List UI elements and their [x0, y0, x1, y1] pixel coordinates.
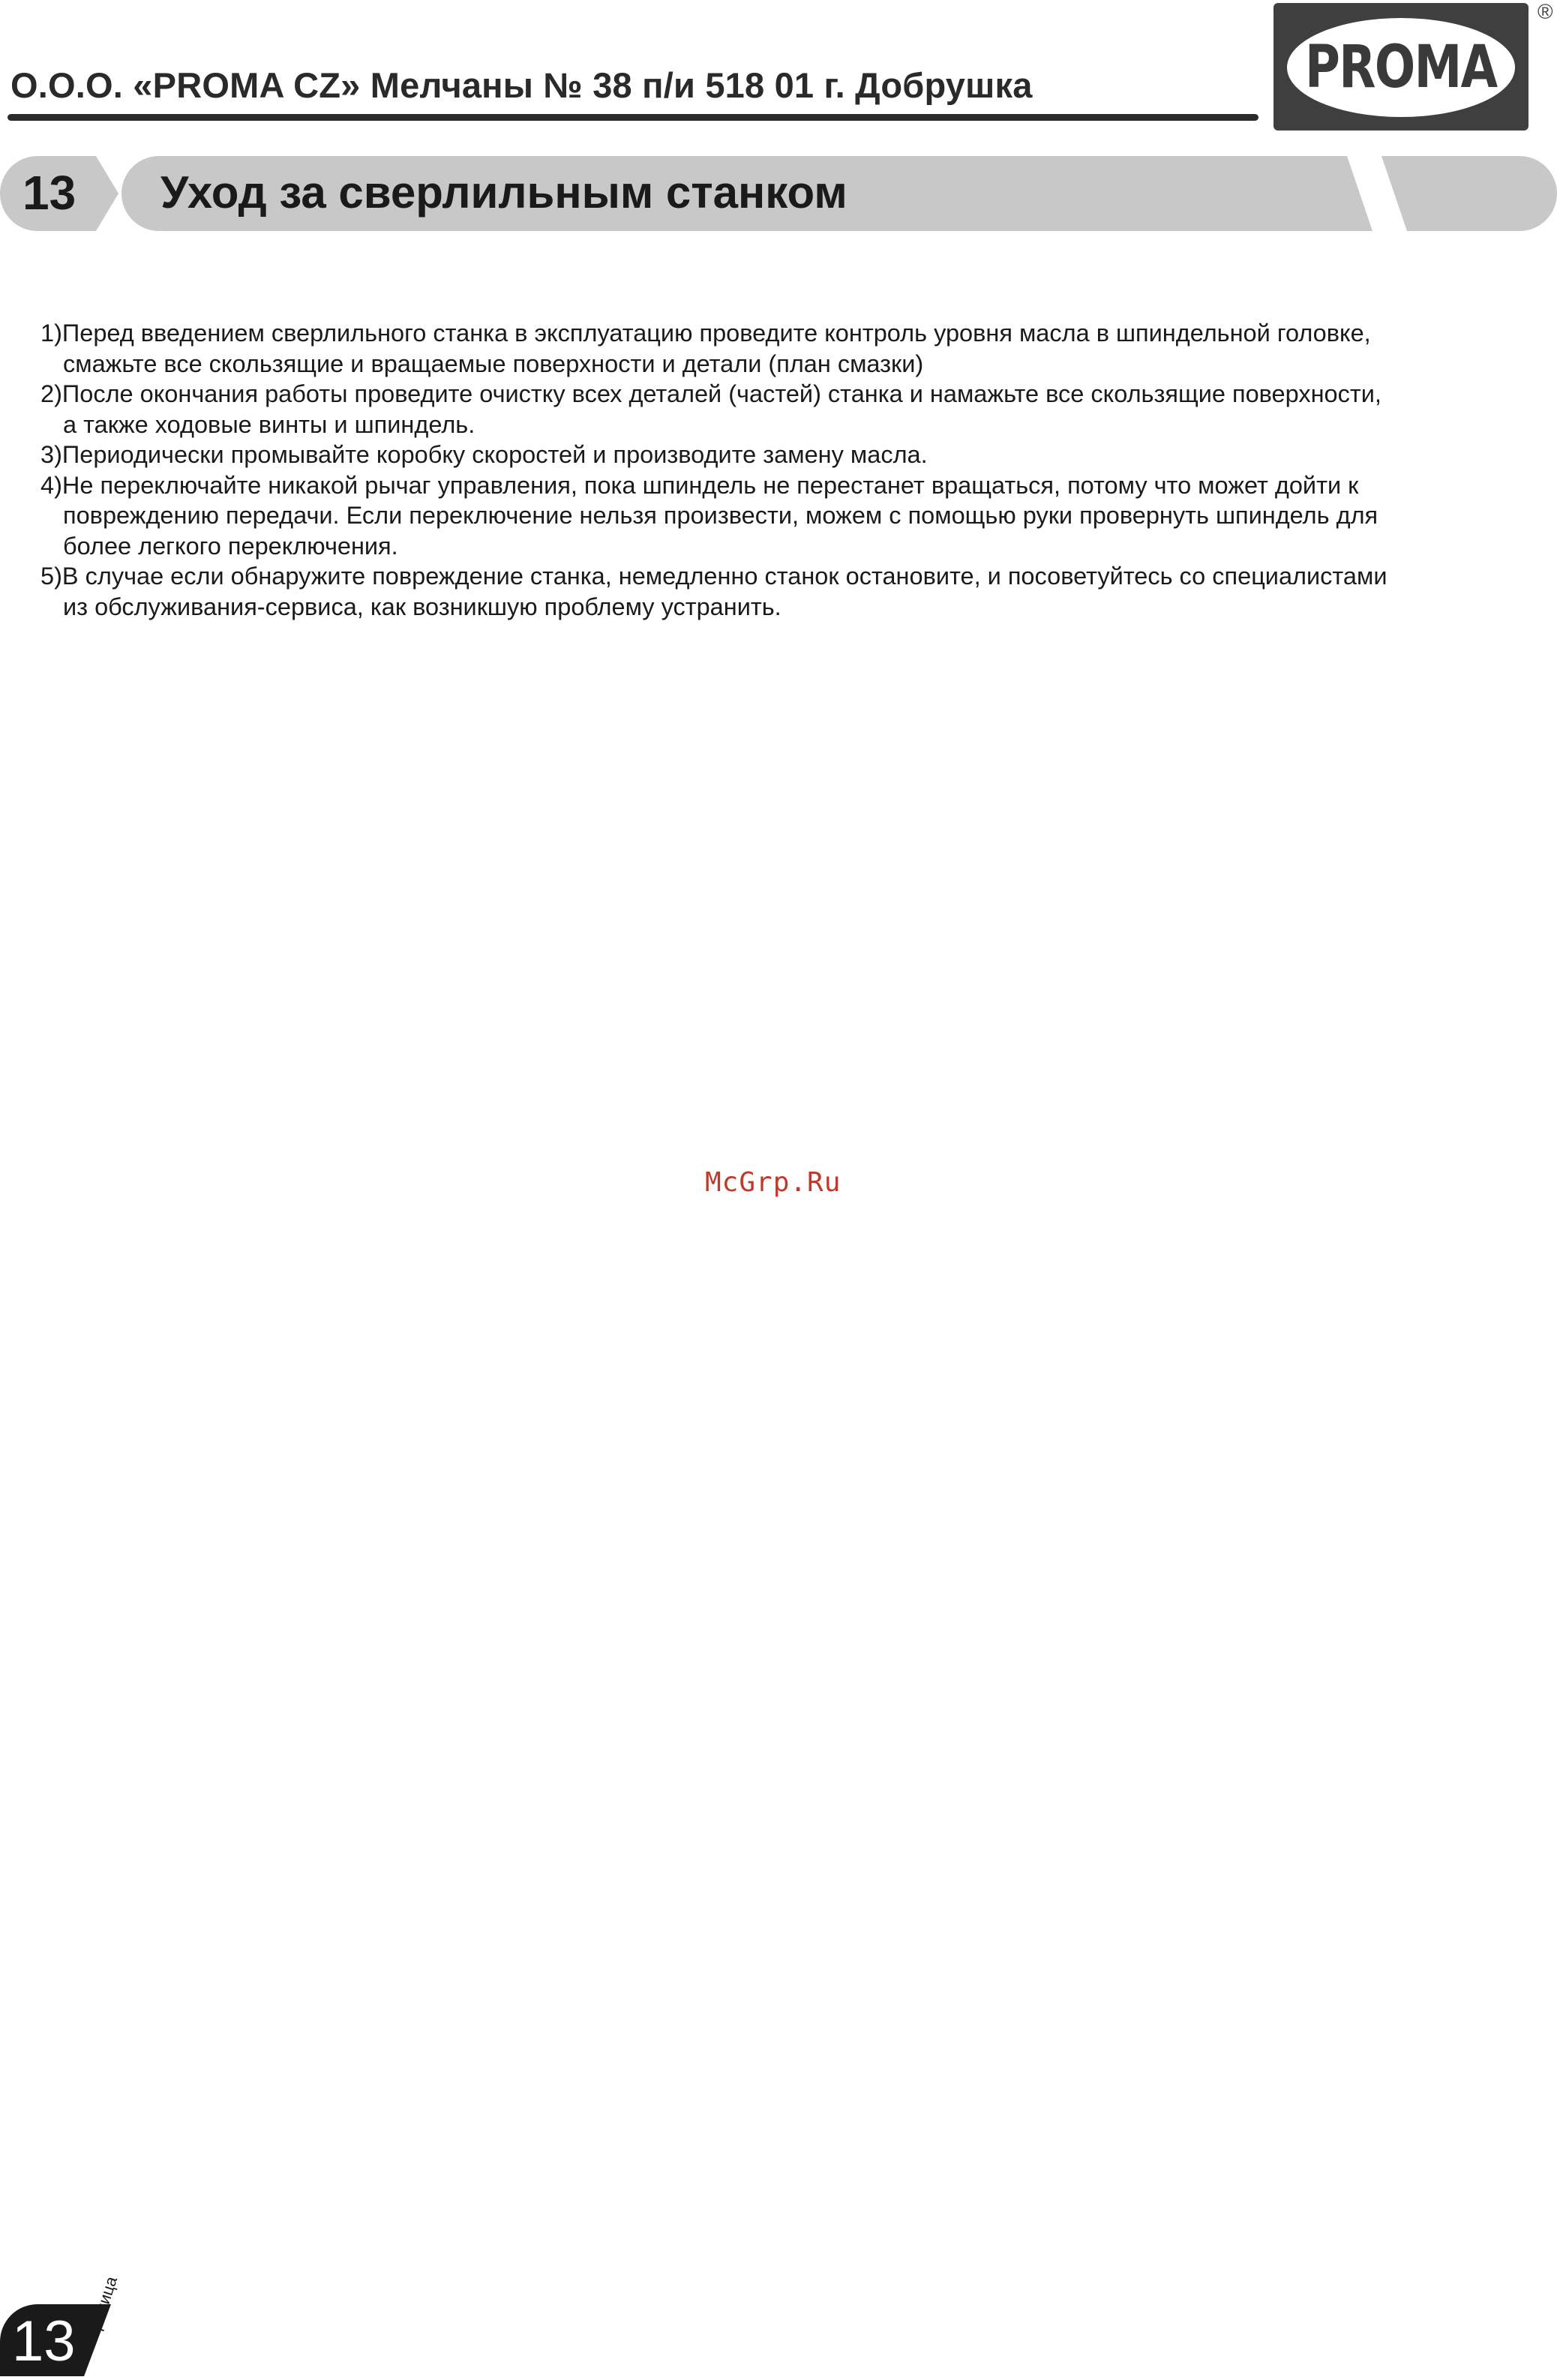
section-title-endcap	[1382, 156, 1557, 231]
maintenance-instructions-list	[40, 318, 1533, 622]
page-word-label: страница	[81, 2273, 122, 2348]
logo-text: PROMA	[1305, 34, 1497, 101]
instruction-line: 3)Периодически промывайте коробку скоростей и производите замену масла.	[40, 441, 928, 468]
instruction-line: а также ходовые винты и шпиндель.	[63, 410, 476, 438]
instruction-line: из обслуживания-сервиса, как возникшую проблему устранить.	[63, 593, 782, 620]
instruction-line: смажьте все скользящие и вращаемые поверхности и детали (план смазки)	[63, 350, 924, 377]
page-number: 13	[12, 2309, 76, 2373]
header-divider	[8, 114, 1258, 121]
instruction-item-4	[40, 470, 1533, 562]
section-title: Уход за сверлильным станком	[160, 167, 848, 218]
company-address-header: О.О.О. «PROMA CZ» Мелчаны № 38 п/и 518 01 г. Добрушка	[10, 65, 1033, 105]
section-number: 13	[22, 166, 76, 220]
registered-mark: ®	[1538, 0, 1553, 23]
instruction-line: более легкого переключения.	[63, 532, 398, 560]
instruction-line: 4)Не переключайте никакой рычаг управления, пока шпиндель не перестанет вращаться, потому что может дойти к	[40, 471, 1359, 499]
instruction-item-2	[40, 379, 1533, 440]
proma-logo	[1274, 3, 1528, 131]
page-number-badge	[0, 2273, 135, 2376]
logo-oval	[1287, 18, 1515, 117]
instruction-item-1	[40, 318, 1533, 379]
watermark: McGrp.Ru	[705, 1167, 842, 1198]
instruction-item-5	[40, 561, 1533, 622]
instruction-line: 1)Перед введением сверлильного станка в эксплуатацию проведите контроль уровня масла в шпиндельной головке,	[40, 320, 1371, 347]
instruction-line: 2)После окончания работы проведите очистку всех деталей (частей) станка и намажьте все скользящие поверхности,	[40, 380, 1382, 407]
section-title-bar	[0, 156, 1557, 231]
instruction-line: повреждению передачи. Если переключение нельзя произвести, можем с помощью руки провернуть шпиндель для	[63, 502, 1378, 529]
instruction-line: 5)В случае если обнаружите повреждение станка, немедленно станок остановите, и посоветуйтесь со специалистами	[40, 563, 1388, 590]
instruction-item-3	[40, 440, 1533, 470]
